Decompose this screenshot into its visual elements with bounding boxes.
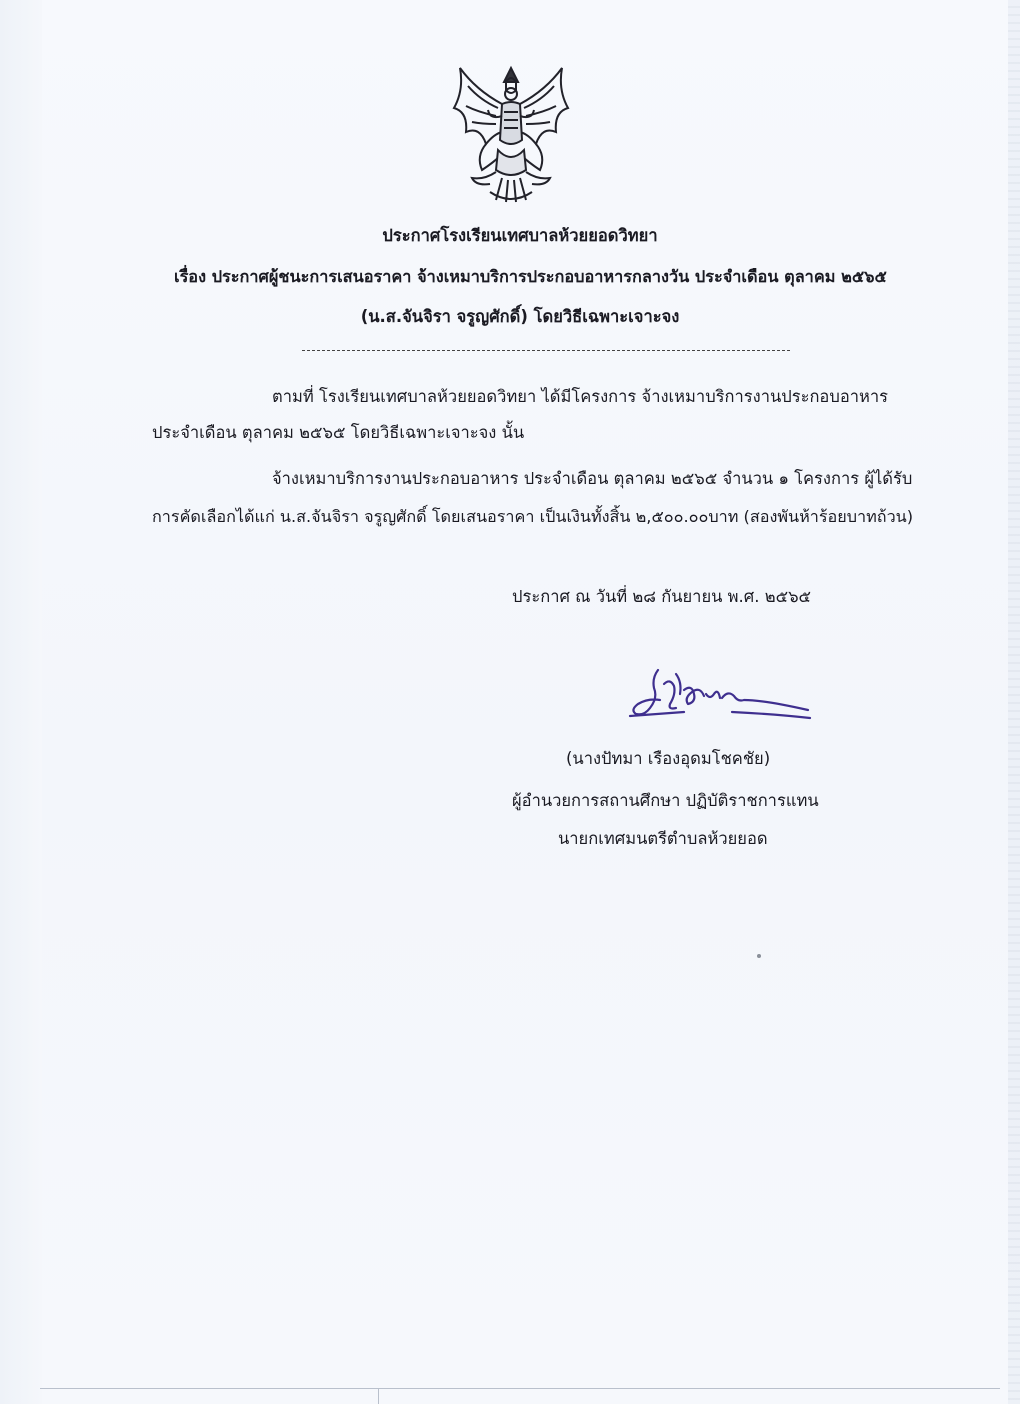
paper-speck — [757, 954, 761, 958]
announcement-subject-line-1: เรื่อง ประกาศผู้ชนะการเสนอราคา จ้างเหมาบริการประกอบอาหารกลางวัน ประจำเดือน ตุลาคม ๒๕๖๕ — [174, 267, 887, 286]
scan-bottom-border — [40, 1388, 1000, 1389]
signatory-position: ผู้อำนวยการสถานศึกษา ปฏิบัติราชการแทน — [512, 791, 819, 810]
handwritten-signature — [624, 664, 814, 736]
signatory-name: (นางปัทมา เรืองอุดมโชคชัย) — [566, 749, 771, 768]
body-paragraph-1-line-2: ประจำเดือน ตุลาคม ๒๕๖๕ โดยวิธีเฉพาะเจาะจง นั้น — [152, 423, 525, 442]
garuda-emblem-icon — [446, 60, 576, 208]
header-separator — [302, 350, 790, 357]
announcement-date: ประกาศ ณ วันที่ ๒๘ กันยายน พ.ศ. ๒๕๖๕ — [512, 587, 812, 606]
announcement-subject-line-2: (น.ส.จันจิรา จรูญศักดิ์) โดยวิธีเฉพาะเจาะจง — [360, 307, 680, 326]
scan-edge-right — [1008, 0, 1020, 1404]
body-paragraph-2-line-2: การคัดเลือกได้แก่ น.ส.จันจิรา จรูญศักดิ์ โดยเสนอราคา เป็นเงินทั้งสิ้น ๒,๕๐๐.๐๐บาท (สองพันห้าร้อยบาทถ้วน) — [152, 507, 914, 526]
announcement-title: ประกาศโรงเรียนเทศบาลห้วยยอดวิทยา — [382, 226, 658, 245]
body-paragraph-1-line-1: ตามที่ โรงเรียนเทศบาลห้วยยอดวิทยา ได้มีโครงการ จ้างเหมาบริการงานประกอบอาหาร — [272, 387, 888, 406]
scan-edge-left — [0, 0, 42, 1404]
body-paragraph-2-line-1: จ้างเหมาบริการงานประกอบอาหาร ประจำเดือน ตุลาคม ๒๕๖๕ จำนวน ๑ โครงการ ผู้ได้รับ — [272, 469, 913, 488]
signatory-title: นายกเทศมนตรีตำบลห้วยยอด — [558, 829, 768, 848]
scan-bottom-tick — [378, 1388, 379, 1404]
